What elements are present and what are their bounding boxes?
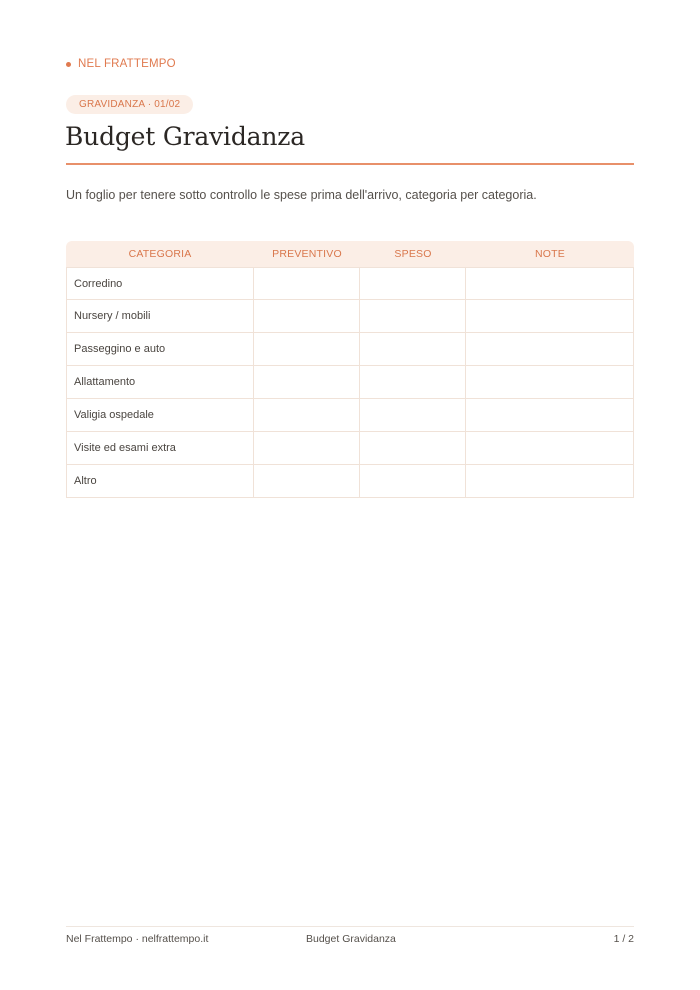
cell-preventivo[interactable] [254, 399, 360, 432]
cell-categoria: Valigia ospedale [66, 399, 254, 432]
cell-note[interactable] [466, 432, 634, 465]
budget-table [66, 241, 634, 498]
table-row [66, 366, 634, 399]
cell-speso[interactable] [360, 465, 466, 498]
cell-preventivo[interactable] [254, 465, 360, 498]
cell-note[interactable] [466, 366, 634, 399]
cell-speso[interactable] [360, 267, 466, 300]
footer-page-number: 1 / 2 [613, 933, 634, 945]
title-divider [66, 163, 634, 165]
footer-divider [66, 926, 634, 927]
cell-preventivo[interactable] [254, 333, 360, 366]
cell-preventivo[interactable] [254, 432, 360, 465]
table-row [66, 267, 634, 300]
cell-categoria: Corredino [66, 267, 254, 300]
cell-note[interactable] [466, 333, 634, 366]
cell-preventivo[interactable] [254, 366, 360, 399]
header-preventivo: PREVENTIVO [254, 241, 360, 267]
cell-categoria: Visite ed esami extra [66, 432, 254, 465]
header-categoria: CATEGORIA [66, 241, 254, 267]
section-badge: GRAVIDANZA · 01/02 [66, 95, 193, 114]
cell-speso[interactable] [360, 333, 466, 366]
cell-speso[interactable] [360, 399, 466, 432]
cell-categoria: Passeggino e auto [66, 333, 254, 366]
table-header-row [66, 241, 634, 267]
brand [66, 58, 176, 70]
table-row [66, 399, 634, 432]
table-row [66, 465, 634, 498]
table-row [66, 300, 634, 333]
brand-name: NEL FRATTEMPO [78, 58, 176, 70]
cell-note[interactable] [466, 267, 634, 300]
cell-speso[interactable] [360, 300, 466, 333]
cell-note[interactable] [466, 300, 634, 333]
cell-note[interactable] [466, 465, 634, 498]
header-speso: SPESO [360, 241, 466, 267]
cell-speso[interactable] [360, 366, 466, 399]
cell-categoria: Nursery / mobili [66, 300, 254, 333]
intro-text: Un foglio per tenere sotto controllo le spese prima dell'arrivo, categoria per categoria. [66, 188, 537, 202]
footer-document-title: Budget Gravidanza [306, 933, 396, 945]
page-title: Budget Gravidanza [65, 122, 305, 151]
cell-preventivo[interactable] [254, 300, 360, 333]
cell-speso[interactable] [360, 432, 466, 465]
table-row [66, 432, 634, 465]
header-note: NOTE [466, 241, 634, 267]
cell-preventivo[interactable] [254, 267, 360, 300]
footer-site: Nel Frattempo · nelfrattempo.it [66, 933, 209, 945]
cell-note[interactable] [466, 399, 634, 432]
cell-categoria: Allattamento [66, 366, 254, 399]
brand-dot-icon [66, 62, 71, 67]
cell-categoria: Altro [66, 465, 254, 498]
table-row [66, 333, 634, 366]
